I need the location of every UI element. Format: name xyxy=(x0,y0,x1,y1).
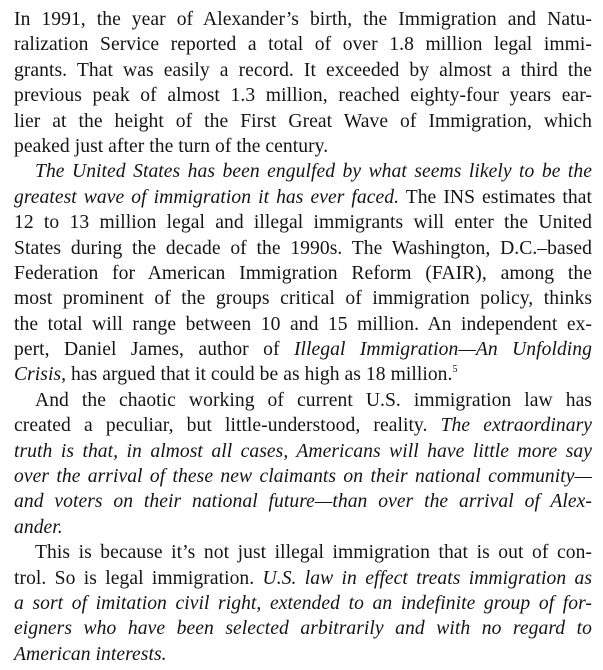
text-line xyxy=(14,58,592,83)
text-run: Federation for American Immigration Reform (FAIR), among the xyxy=(14,262,592,284)
italic-run: truth is that, in almost all cases, Americans will have little more say xyxy=(14,440,592,462)
text-run: pert, Daniel James, author of xyxy=(14,339,294,361)
paragraph xyxy=(14,159,592,388)
text-run: most prominent of the groups critical of immigration policy, thinks xyxy=(14,288,592,310)
text-run: In 1991, the year of Alexander’s birth, the Immigration and Natu- xyxy=(14,9,592,30)
text-run: has argued that it could be as high as 18 million. xyxy=(66,364,453,386)
paragraph xyxy=(14,388,592,540)
text-line xyxy=(14,83,592,108)
text-run: peaked just after the turn of the century. xyxy=(14,135,329,157)
text-line xyxy=(14,388,592,413)
text-line xyxy=(14,642,592,667)
text-line xyxy=(14,540,592,565)
italic-run: and voters on their national future—than over the arrival of Alex- xyxy=(14,491,592,513)
italic-run: greatest wave of immigration it has ever faced. xyxy=(14,186,400,208)
text-line xyxy=(14,286,592,311)
italic-run: over the arrival of these new claimants on their national community— xyxy=(14,466,592,488)
text-line xyxy=(14,515,592,540)
text-line xyxy=(14,312,592,337)
text-run: lier at the height of the First Great Wave of Immigration, which xyxy=(14,110,592,132)
text-run: grants. That was easily a record. It exceeded by almost a third the xyxy=(14,59,592,81)
text-run: ralization Service reported a total of over 1.8 million legal immi- xyxy=(14,34,592,56)
text-line xyxy=(14,362,592,387)
italic-run: American interests. xyxy=(14,643,167,665)
text-line xyxy=(14,32,592,57)
text-line xyxy=(14,413,592,438)
italic-run: eigners who have been selected arbitrarily and with no regard to xyxy=(14,618,592,640)
text-run: This is because it’s not just illegal immigration that is out of con- xyxy=(35,542,592,564)
italic-run: a sort of imitation civil right, extended to an indefinite group of for- xyxy=(14,592,592,614)
text-line xyxy=(14,464,592,489)
text-line xyxy=(14,591,592,616)
italic-run: Crisis, xyxy=(14,364,67,386)
text-run: States during the decade of the 1990s. The Washington, D.C.–based xyxy=(14,237,592,259)
text-run: The INS estimates that xyxy=(399,186,593,208)
italic-run: Illegal Immigration—An Unfolding xyxy=(293,339,592,361)
italic-run: The extraordinary xyxy=(440,415,592,437)
text-line xyxy=(14,566,592,591)
text-line xyxy=(14,489,592,514)
text-line xyxy=(14,109,592,134)
text-line xyxy=(14,236,592,261)
italic-run: U.S. law in effect treats immigration as xyxy=(262,567,592,589)
text-line xyxy=(14,134,592,159)
text-run: created a peculiar, but little-understood, reality. xyxy=(14,415,441,437)
text-line xyxy=(14,337,592,362)
paragraph xyxy=(14,540,592,667)
text-run: And the chaotic working of current U.S. immigration law has xyxy=(35,389,592,411)
text-line xyxy=(14,185,592,210)
text-line xyxy=(14,616,592,641)
text-run: trol. So is legal immigration. xyxy=(14,567,263,589)
text-run: the total will range between 10 and 15 million. An independent ex- xyxy=(14,313,592,335)
italic-run: The United States has been engulfed by what seems likely to be the xyxy=(35,161,592,183)
book-page xyxy=(14,7,592,667)
text-line xyxy=(14,7,592,32)
paragraph xyxy=(14,7,592,159)
text-run: previous peak of almost 1.3 million, reached eighty-four years ear- xyxy=(14,85,592,107)
text-line xyxy=(14,210,592,235)
text-line xyxy=(14,261,592,286)
text-run: 12 to 13 million legal and illegal immigrants will enter the United xyxy=(14,212,592,234)
italic-run: ander. xyxy=(14,516,63,538)
footnote-marker: 5 xyxy=(452,364,458,376)
text-line xyxy=(14,159,592,184)
text-line xyxy=(14,439,592,464)
